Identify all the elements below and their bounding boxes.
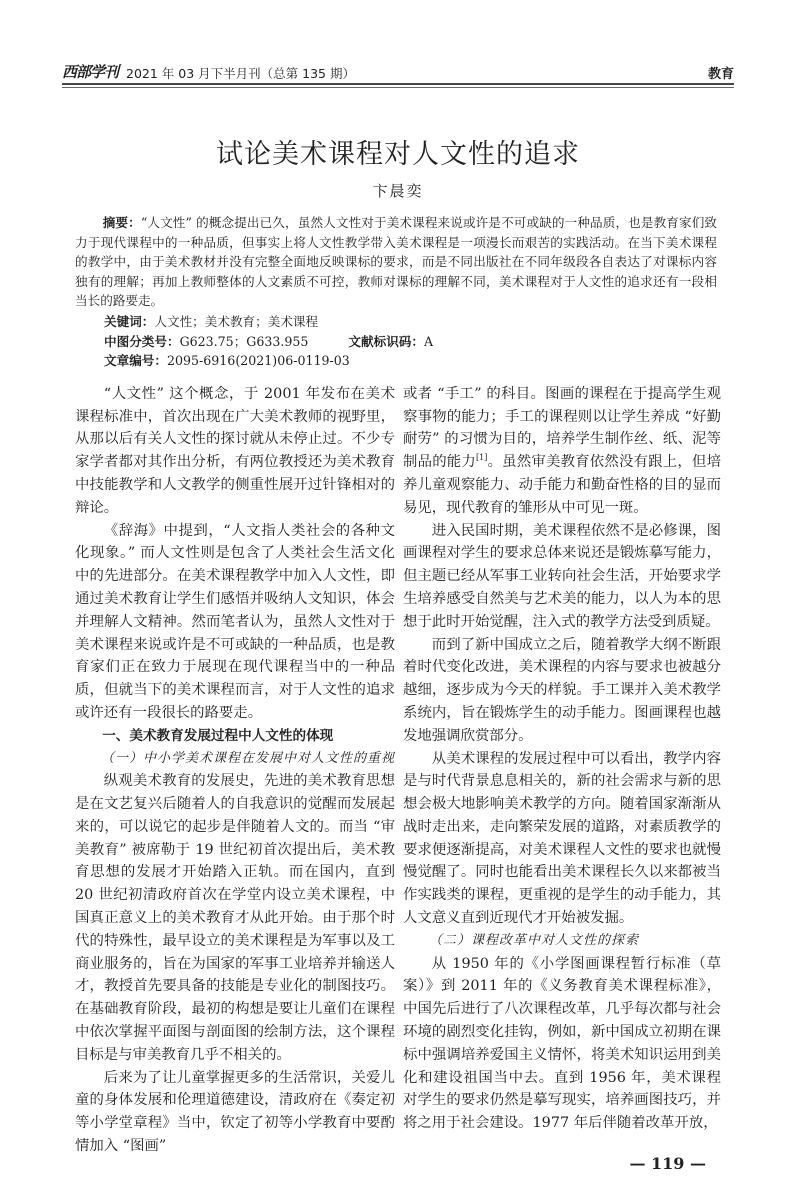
article-no-label: 文章编号： <box>104 353 167 369</box>
article-title: 试论美术课程对人文性的追求 <box>216 139 580 170</box>
issue-info: 2021 年 03 月下半月刊（总第 135 期） <box>126 66 355 81</box>
header-rule-thin <box>62 87 734 88</box>
paragraph <box>403 383 721 520</box>
subsection-heading: （一）中小学美术课程在发展中对人文性的重视 <box>101 750 396 766</box>
abstract-label: 摘要： <box>102 215 141 230</box>
paragraph-text: 。虽然审美教育依然没有跟上，但培养儿童观察能力、动手能力和勤奋性格的目的显而易见，现代教育的雏形从中可见一斑。 <box>403 454 721 516</box>
abstract <box>75 213 717 311</box>
page-number: — 119 — <box>629 1154 706 1174</box>
journal-logo: 西部学刊 <box>62 63 119 81</box>
paragraph: 从美术课程的发展过程中可以看出，教学内容是与时代背景息息相关的，新的社会需求与新的思想会极大地影响美术教学的方向。随着国家渐渐从战时走出来，走向繁荣发展的道路，对素质教学的要求便逐渐提高，对美术课程人文性的要求也就慢慢觉醒了。同时也能看出美术课程长久以来都被当作实践类的课程，更重视的是学生的动手能力，其人文意义直到近现代才开始被发掘。 <box>403 750 721 927</box>
section-heading: 一、美术教育发展过程中人文性的体现 <box>102 727 334 744</box>
doc-code-label: 文献标识码： <box>348 333 424 349</box>
citation-ref: [1] <box>476 453 488 463</box>
right-column <box>403 383 721 1175</box>
paragraph: 后来为了让儿童掌握更多的生活常识，关爱儿童的身体发展和伦理道德建设，清政府在《奏定初等小学堂章程》当中，钦定了初等小学教育中要酌情加入 “图画” <box>75 1069 395 1155</box>
author: 卞晨奕 <box>372 182 424 200</box>
paragraph: 从 1950 年的《小学图画课程暂行标准（草案）》到 2011 年的《义务教育美术课程标准》，中国先后进行了八次课程改革，几乎每次都与社会环境的剧烈变化挂钩，例如，新中国成立初期在课标中强调培养爱国主义情怀，将美术知识运用到美化和建设祖国当中去。直到 1956 年，美术课程对学生的要求仍然是摹写现实，培养画图技巧，并将之用于社会建设。1977 年后伴随着改革开放， <box>403 955 721 1132</box>
clc-value: G623.75；G633.955 <box>179 333 309 349</box>
subsection-heading: （二）课程改革中对人文性的探索 <box>429 932 640 948</box>
keywords <box>75 312 717 332</box>
running-header <box>62 58 734 82</box>
body-columns <box>75 383 734 1175</box>
clc <box>104 332 308 352</box>
doc-code <box>348 332 433 352</box>
left-column <box>75 383 395 1158</box>
paragraph: 《辞海》中提到，“人文指人类社会的各种文化现象。” 而人文性则是包含了人类社会生活文化中的先进部分。在美术课程教学中加入人文性，即通过美术教育让学生们感悟并吸纳人文知识，体会并理解人文精神。然而笔者认为，虽然人文性对于美术课程来说或许是不可或缺的一种品质，也是教育家们正在致力于展现在现代课程当中的一种品质，但就当下的美术课程而言，对于人文性的追求或许还有一段很长的路要走。 <box>75 522 395 721</box>
article-no <box>104 351 350 371</box>
paragraph-text: 或者 “手工” 的科目。图画的课程在于提高学生观察事物的能力；手工的课程则以让学生养成 “好勤耐劳” 的习惯为目的，培养学生制作丝、纸、泥等制品的能力 <box>403 385 721 471</box>
doc-code-value: A <box>423 333 434 349</box>
paragraph: 进入民国时期，美术课程依然不是必修课，图画课程对学生的要求总体来说还是锻炼摹写能力，但主题已经从军事工业转向社会生活，开始要求学生培养感受自然美与艺术美的能力，以人为本的思想于此时开始觉醒，注入式的教学方法受到质疑。 <box>403 522 721 630</box>
clc-label: 中图分类号： <box>104 333 180 349</box>
front-matter <box>75 213 717 371</box>
keywords-label: 关键词： <box>104 313 155 329</box>
paragraph: 而到了新中国成立之后，随着教学大纲不断跟着时代变化改进，美术课程的内容与要求也被越分越细，逐步成为今天的样貌。手工课并入美术教学系统内，旨在锻炼学生的动手能力。图画课程也越发地强调欣赏部分。 <box>403 636 721 744</box>
paragraph: “人文性” 这个概念，于 2001 年发布在美术课程标准中，首次出现在广大美术教师的视野里，从那以后有关人文性的探讨就从未停止过。不少专家学者都对其作出分析，有两位教授还为美术教育中技能教学和人文教学的侧重性展开过针锋相对的辩论。 <box>75 385 395 516</box>
keywords-text: 人文性；美术教育；美术课程 <box>154 313 319 329</box>
abstract-text: “人文性” 的概念提出已久，虽然人文性对于美术课程来说或许是不可或缺的一种品质，也是教育家们致力于现代课程中的一种品质，但事实上将人文性教学带入美术课程是一项漫长而艰苦的实践活动。在当下美术课程的教学中，由于美术教材并没有完整全面地反映课标的要求，而是不同出版社在不同年级段各自表达了对课标内容独有的理解；再加上教师整体的人文素质不可控，教师对课标的理解不同，美术课程对于人文性的追求还有一段相当长的路要走。 <box>75 215 717 309</box>
paragraph: 纵观美术教育的发展史，先进的美术教育思想是在文艺复兴后随着人的自我意识的觉醒而发展起来的，可以说它的起步是伴随着人文的。而当 “审美教育” 被席勒于 19 世纪初首次提出后，美术教育思想的发展才开始踏入正轨。而在国内，直到 20 世纪初清政府首次在学堂内设立美术课程，中国真正意义上的美术教育才从此开始。由于那个时代的特殊性，最早设立的美术课程是为军事以及工商业服务的，旨在为国家的军事工业培养并输送人才，教授首先要具备的技能是专业化的制图技巧。在基础教育阶段，最初的构想是要让儿童们在课程中依次掌握平面图与剖面图的绘制方法，这个课程目标是与审美教育几乎不相关的。 <box>75 773 395 1063</box>
article-no-value: 2095-6916(2021)06-0119-03 <box>166 353 350 369</box>
section-label: 教育 <box>707 67 734 82</box>
header-rule <box>62 83 734 85</box>
article-meta <box>75 332 717 371</box>
